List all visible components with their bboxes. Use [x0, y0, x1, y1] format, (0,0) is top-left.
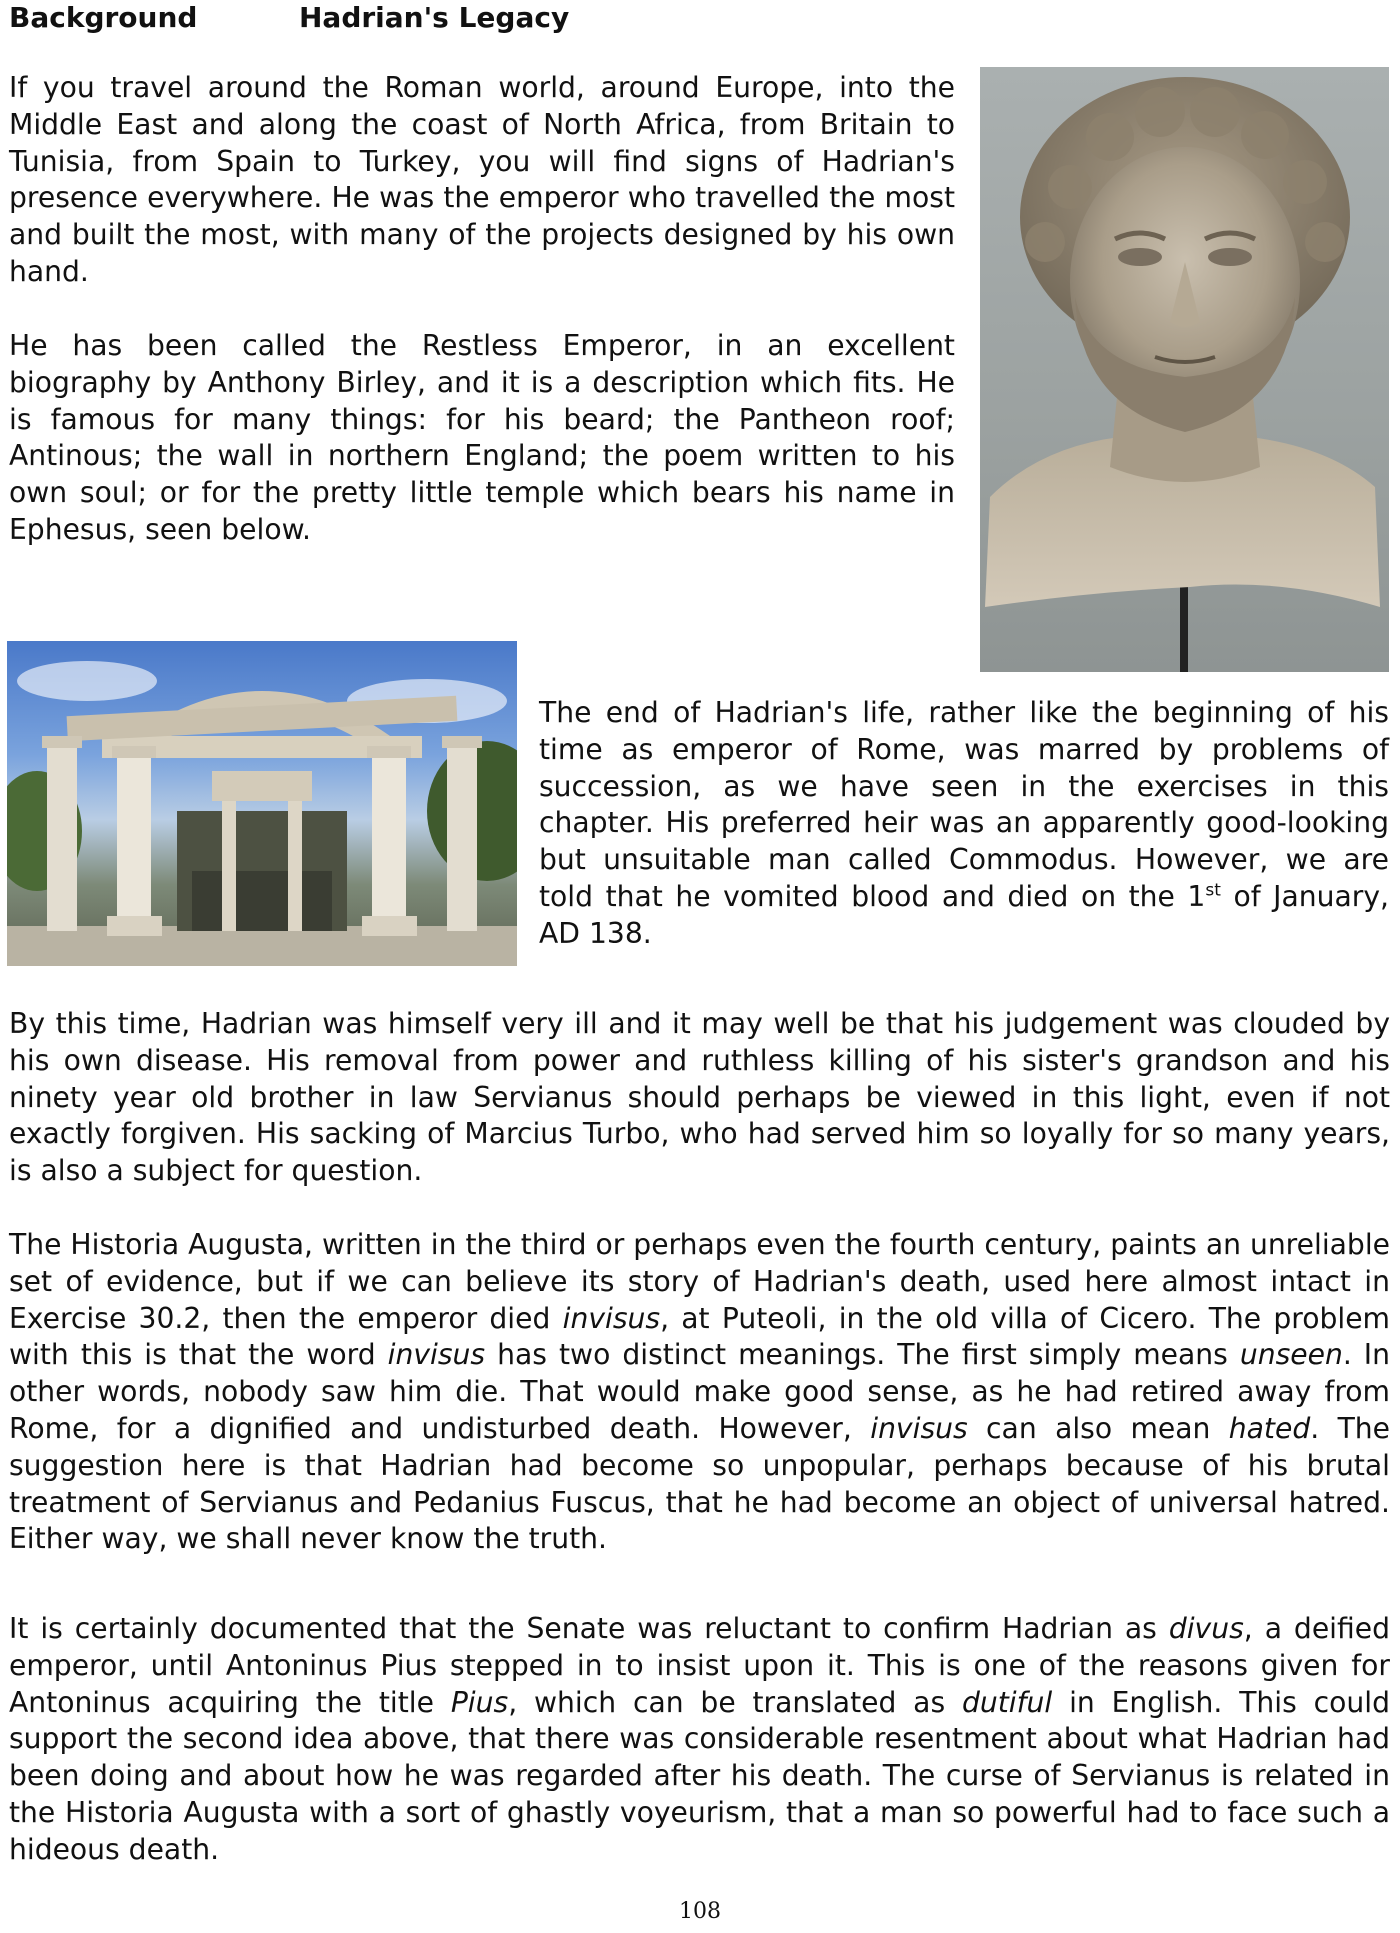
paragraph-illness: By this time, Hadrian was himself very ill and it may well be that his judgement was clouded by his own disease. His removal from power and ruthless killing of his sister's grandson and his ninety year old brother in law Servianus should perhaps be viewed in this light, even if not exactly forgiven. His sacking of Marcius Turbo, who had served him so loyally for so many years, is also a subject for question.: [9, 1007, 1390, 1188]
section-label: Background: [9, 1, 198, 34]
temple-illustration: [7, 641, 517, 966]
paragraph-senate-divus: It is certainly documented that the Senate was reluctant to confirm Hadrian as divus, a deified emperor, until Antoninus Pius stepped in to insist upon it. This is one of the reasons given for Antoninus acquiring the title Pius, which can be translated as dutiful in English. This could support the second idea above, that there was considerable resentment about what Hadrian had been doing and about how he was regarded after his death. The curse of Servianus is related in the Historia Augusta with a sort of ghastly voyeurism, that a man so powerful had to face such a hideous death.: [9, 1612, 1390, 1866]
paragraph-end-of-life: The end of Hadrian's life, rather like the beginning of his time as emperor of Rome, was marred by problems of succession, as we have seen in the exercises in this chapter. His preferred heir was an apparently good-looking but unsuitable man called Commodus. However, we are told that he vomited blood and died on the 1st of January, AD 138.: [539, 696, 1389, 950]
hadrian-bust-image: [980, 67, 1389, 672]
paragraph-historia-augusta: The Historia Augusta, written in the third or perhaps even the fourth century, paints an unreliable set of evidence, but if we can believe its story of Hadrian's death, used here almost intact in Exercise 30.2, then the emperor died invisus, at Puteoli, in the old villa of Cicero. The problem with this is that the word invisus has two distinct meanings. The first simply means unseen. In other words, nobody saw him die. That would make good sense, as he had retired away from Rome, for a dignified and undisturbed death. However, invisus can also mean hated. The suggestion here is that Hadrian had become so unpopular, perhaps because of his brutal treatment of Servianus and Pedanius Fuscus, that he had become an object of universal hatred. Either way, we shall never know the truth.: [9, 1228, 1390, 1556]
page-title: Hadrian's Legacy: [299, 1, 570, 34]
paragraph-restless-emperor: He has been called the Restless Emperor, in an excellent biography by Anthony Birley, and it is a description which fits. He is famous for many things: for his beard; the Pantheon roof; Antinous; the wall in northern England; the poem written to his own soul; or for the pretty little temple which bears his name in Ephesus, seen below.: [9, 329, 955, 546]
page-header: [9, 0, 570, 36]
hadrian-bust-illustration: [980, 67, 1389, 672]
temple-of-hadrian-image: [7, 641, 517, 966]
page-number: 108: [679, 1899, 721, 1924]
paragraph-intro: If you travel around the Roman world, around Europe, into the Middle East and along the coast of North Africa, from Britain to Tunisia, from Spain to Turkey, you will find signs of Hadrian's presence everywhere. He was the emperor who travelled the most and built the most, with many of the projects designed by his own hand.: [9, 71, 955, 288]
